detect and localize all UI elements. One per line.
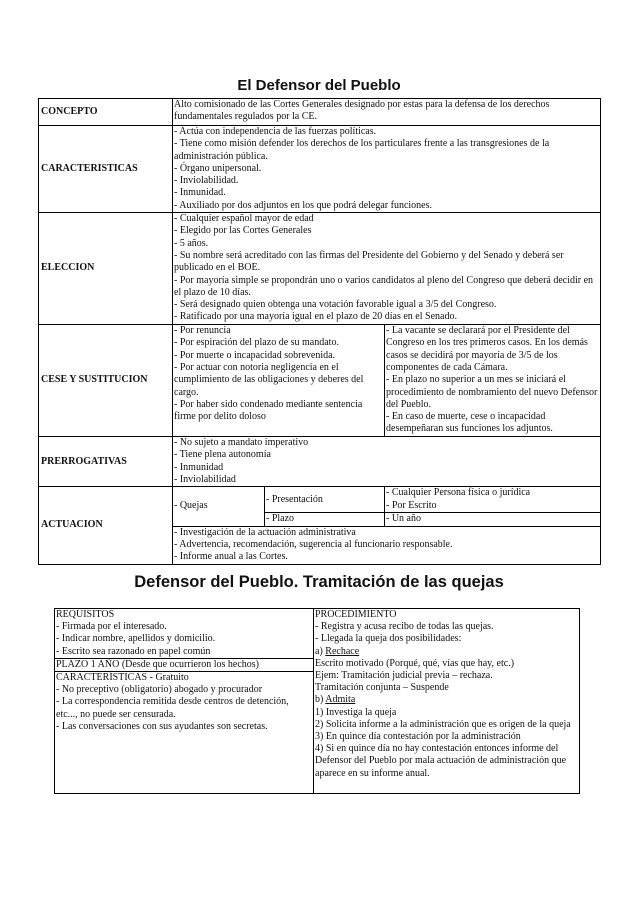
- rechace-label: Rechace: [325, 645, 360, 657]
- list-item: - No sujeto a mandato imperativo: [174, 437, 309, 449]
- list-item: - Por espiración del plazo de su mandato.: [174, 337, 339, 349]
- list-item: 2) Solicita informe a la administración que es origen de la queja: [315, 718, 571, 730]
- row-caracteristicas: [39, 126, 601, 213]
- list-item: - Por mayoría simple se propondrán uno o varios candidatos al pleno del Congreso que deberá decidir en el plazo de 10 días.: [174, 274, 594, 298]
- caracteristicas-quejas-cell: [55, 672, 314, 794]
- list-item: - Por actuar con notoria negligencia en el cumplimiento de las obligaciones y deberes del cargo.: [174, 361, 364, 398]
- cese-causes: [173, 325, 385, 437]
- list-item: - Tiene plena autonomía: [174, 449, 271, 461]
- list-item: - Cualquier español mayor de edad: [174, 213, 314, 225]
- list-item: - Llegada la queja dos posibilidades:: [315, 633, 462, 645]
- row-prerrogativas: [39, 437, 601, 487]
- caracteristicas-list: [173, 126, 601, 213]
- list-item: - Inviolabilidad: [174, 473, 236, 485]
- row-concepto: [39, 99, 601, 126]
- list-item: - Órgano unipersonal.: [174, 162, 262, 174]
- tramitacion-table: [54, 608, 580, 794]
- list-item: - Cualquier Persona física o jurídica: [386, 487, 531, 499]
- list-item: - Ratificado por una mayoría igual en el plazo de 20 días en el Senado.: [174, 311, 457, 323]
- concepto-text: Alto comisionado de las Cortes Generales designado por estas para la defensa de los derechos fundamentales regulados por la CE.: [173, 99, 601, 126]
- cese-sustitucion: [385, 325, 601, 437]
- page-title: El Defensor del Pueblo: [237, 77, 401, 94]
- list-item: - Inmunidad: [174, 461, 224, 473]
- eleccion-list: [173, 213, 601, 325]
- list-item: - Informe anual a las Cortes.: [174, 551, 288, 563]
- presentacion-items: [385, 487, 601, 513]
- procedimiento-cell: [314, 609, 580, 794]
- list-item: - Registra y acusa recibo de todas las quejas.: [315, 621, 494, 633]
- list-item: - Elegido por las Cortes Generales: [174, 225, 312, 237]
- procedimiento-heading: PROCEDIMIENTO: [315, 609, 397, 620]
- list-item: - No preceptivo (obligatorio) abogado y procurador: [56, 684, 263, 696]
- plazo-cell: - Plazo: [265, 513, 385, 526]
- defensor-summary-table: [38, 98, 601, 565]
- label-cese: CESE Y SUSTITUCION: [39, 325, 173, 437]
- list-item: - Será designado quien obtenga una votación favorable igual a 3/5 del Congreso.: [174, 299, 497, 311]
- section-title: Defensor del Pueblo. Tramitación de las quejas: [134, 573, 504, 591]
- list-item: - 5 años.: [174, 237, 209, 249]
- list-item: - Firmada por el interesado.: [56, 621, 167, 633]
- list-item: - En plazo no superior a un mes se iniciará el procedimiento de nombramiento del nuevo Defensor del Pueblo.: [386, 374, 598, 410]
- list-item: - Auxiliado por dos adjuntos en los que podrá delegar funciones.: [174, 199, 432, 211]
- row-cese: [39, 325, 601, 437]
- list-item: - Por Escrito: [386, 499, 437, 511]
- list-item: - Por renuncia: [174, 325, 231, 337]
- option-b: b) Admita: [315, 694, 356, 706]
- list-item: - Tiene como misión defender los derechos de los particulares frente a las transgresiones de la administración pública.: [174, 138, 550, 162]
- list-item: - Escrito sea razonado en papel común: [56, 645, 211, 657]
- list-item: - Inmunidad.: [174, 187, 226, 199]
- list-item: 1) Investiga la queja: [315, 706, 397, 718]
- list-item: - Investigación de la actuación administrativa: [174, 526, 356, 538]
- list-item: - Indicar nombre, apellidos y domicilio.: [56, 633, 216, 645]
- list-item: - Por haber sido condenado mediante sentencia firme por delito doloso: [174, 398, 363, 423]
- prerrogativas-list: [173, 437, 601, 487]
- actuacion-list: [173, 526, 601, 564]
- list-item: - Su nombre será acreditado con las firmas del Presidente del Gobierno y del Senado y deberá ser publicado en el BOE.: [174, 249, 564, 274]
- option-a: a) Rechace: [315, 645, 360, 657]
- plazo-anio: PLAZO 1 AÑO (Desde que ocurrieron los hechos): [55, 658, 314, 671]
- label-eleccion: ELECCION: [39, 213, 173, 325]
- plazo-value: - Un año: [385, 513, 601, 526]
- caracteristicas-heading: CARACTERÍSTICAS - Gratuito: [56, 672, 189, 684]
- list-item: - Actúa con independencia de las fuerzas políticas.: [174, 126, 377, 137]
- list-item: - En caso de muerte, cese o incapacidad desempeñaran sus funciones los adjuntos.: [386, 411, 553, 435]
- label-actuacion: ACTUACION: [39, 487, 173, 564]
- list-item: - Inviolabilidad.: [174, 175, 239, 187]
- list-item: - Las conversaciones con sus ayudantes son secretas.: [56, 720, 268, 732]
- row-eleccion: [39, 213, 601, 325]
- row-requisitos: [55, 609, 580, 659]
- list-item: Ejem: Tramitación judicial previa – rechaza.: [315, 670, 493, 682]
- presentacion-cell: - Presentación: [265, 487, 385, 513]
- label-prerrogativas: PRERROGATIVAS: [39, 437, 173, 487]
- quejas-cell: - Quejas: [173, 487, 265, 526]
- list-item: - Por muerte o incapacidad sobrevenida.: [174, 349, 336, 361]
- list-item: 3) En quince día contestación por la administración: [315, 731, 521, 743]
- list-item: Escrito motivado (Porqué, qué, vías que hay, etc.): [315, 657, 515, 669]
- admita-label: Admita: [325, 694, 356, 706]
- list-item: Tramitación conjunta – Suspende: [315, 682, 449, 694]
- list-item: - La correspondencia remitida desde centros de detención, etc..., no puede ser censurada.: [56, 696, 289, 720]
- requisitos-cell: [55, 609, 314, 659]
- row-actuacion-presentacion: [39, 487, 601, 513]
- list-item: - Advertencia, recomendación, sugerencia al funcionario responsable.: [174, 538, 453, 550]
- requisitos-heading: REQUISITOS: [56, 609, 115, 620]
- label-concepto: CONCEPTO: [39, 99, 173, 126]
- label-caracteristicas: CARACTERISTICAS: [39, 126, 173, 213]
- list-item: - La vacante se declarará por el Presidente del Congreso en los tres primeros casos. En los demás casos se decidirá por mayoría de 3/5 de los componentes de cada Cámara.: [386, 325, 588, 373]
- list-item: 4) Si en quince día no hay contestación entonces informe del Defensor del Pueblo por mala actuación de administración que aparece en su informe anual.: [315, 743, 567, 779]
